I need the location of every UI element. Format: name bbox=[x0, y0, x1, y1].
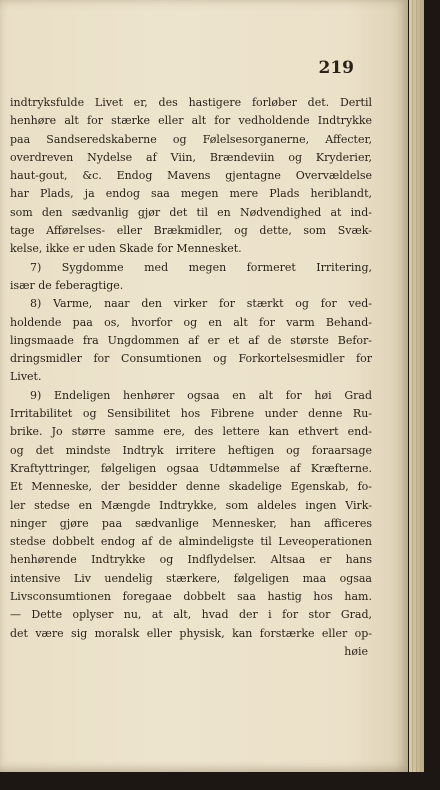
text-line: — Dette oplyser nu, at alt, hvad der i for stor Grad, bbox=[10, 608, 372, 622]
text-line: Irritabilitet og Sensibilitet hos Fibrene under denne Ru- bbox=[10, 407, 372, 421]
text-line: som den sædvanlig gjør det til en Nødvendighed at ind- bbox=[10, 205, 372, 219]
text-line: indtryksfulde Livet er, des hastigere forløber det. Dertil bbox=[10, 96, 372, 109]
text-line: henhøre alt for stærke eller alt for vedholdende Indtrykke bbox=[10, 114, 372, 128]
text-line: holdende paa os, hvorfor og en alt for varm Behand- bbox=[10, 315, 372, 329]
page-number: 219 bbox=[318, 58, 354, 78]
text-line: overdreven Nydelse af Viin, Brændeviin og Kryderier, bbox=[10, 150, 372, 164]
text-line: brike. Jo større samme ere, des lettere kan ethvert end- bbox=[10, 425, 372, 439]
text-line: henhørende Indtrykke og Indflydelser. Altsaa er hans bbox=[10, 553, 372, 567]
text-line: har Plads, ja endog saa megen mere Plads heriblandt, bbox=[10, 187, 372, 201]
text-line: paa Sandseredskaberne og Følelsesorganerne, Affecter, bbox=[10, 132, 372, 146]
text-line: stedse dobbelt endog af de almindeligste til Leveoperationen bbox=[10, 535, 372, 549]
text-line: tage Afførelses- eller Brækmidler, og dette, som Svæk- bbox=[10, 224, 372, 238]
text-line: 7) Sygdomme med megen formeret Irritering, bbox=[30, 260, 372, 274]
text-line: især de feberagtige. bbox=[10, 278, 124, 292]
text-line: lingsmaade fra Ungdommen af er et af de største Befor- bbox=[10, 333, 372, 347]
text-line: 9) Endeligen henhører ogsaa en alt for høi Grad bbox=[30, 388, 372, 402]
text-line: det være sig moralsk eller physisk, kan forstærke eller op- bbox=[10, 626, 372, 640]
text-line: intensive Liv uendelig stærkere, følgeligen maa ogsaa bbox=[10, 571, 372, 585]
text-line: kelse, ikke er uden Skade for Mennesket. bbox=[10, 242, 242, 256]
catchword: høie bbox=[344, 644, 368, 658]
text-line: Livet. bbox=[10, 370, 42, 384]
text-line: Kraftyttringer, følgeligen ogsaa Udtømmelse af Kræfterne. bbox=[10, 461, 372, 475]
page-edge bbox=[421, 0, 424, 772]
text-line: ninger gjøre paa sædvanlige Mennesker, han afficeres bbox=[10, 516, 372, 530]
text-line: Et Menneske, der besidder denne skadelige Egenskab, fo- bbox=[10, 480, 372, 494]
body-text bbox=[10, 94, 372, 661]
text-line: ler stedse en Mængde Indtrykke, som aldeles ingen Virk- bbox=[10, 498, 372, 512]
text-line: haut-gout, &c. Endog Mavens gjentagne Overvældelse bbox=[10, 169, 372, 183]
text-line: 8) Varme, naar den virker for stærkt og for ved- bbox=[30, 297, 372, 311]
text-line: Livsconsumtionen foregaae dobbelt saa hastig hos ham. bbox=[10, 590, 372, 604]
text-line: og det mindste Indtryk irritere heftigen og foraarsage bbox=[10, 443, 372, 457]
text-line: dringsmidler for Consumtionen og Forkortelsesmidler for bbox=[10, 352, 372, 366]
